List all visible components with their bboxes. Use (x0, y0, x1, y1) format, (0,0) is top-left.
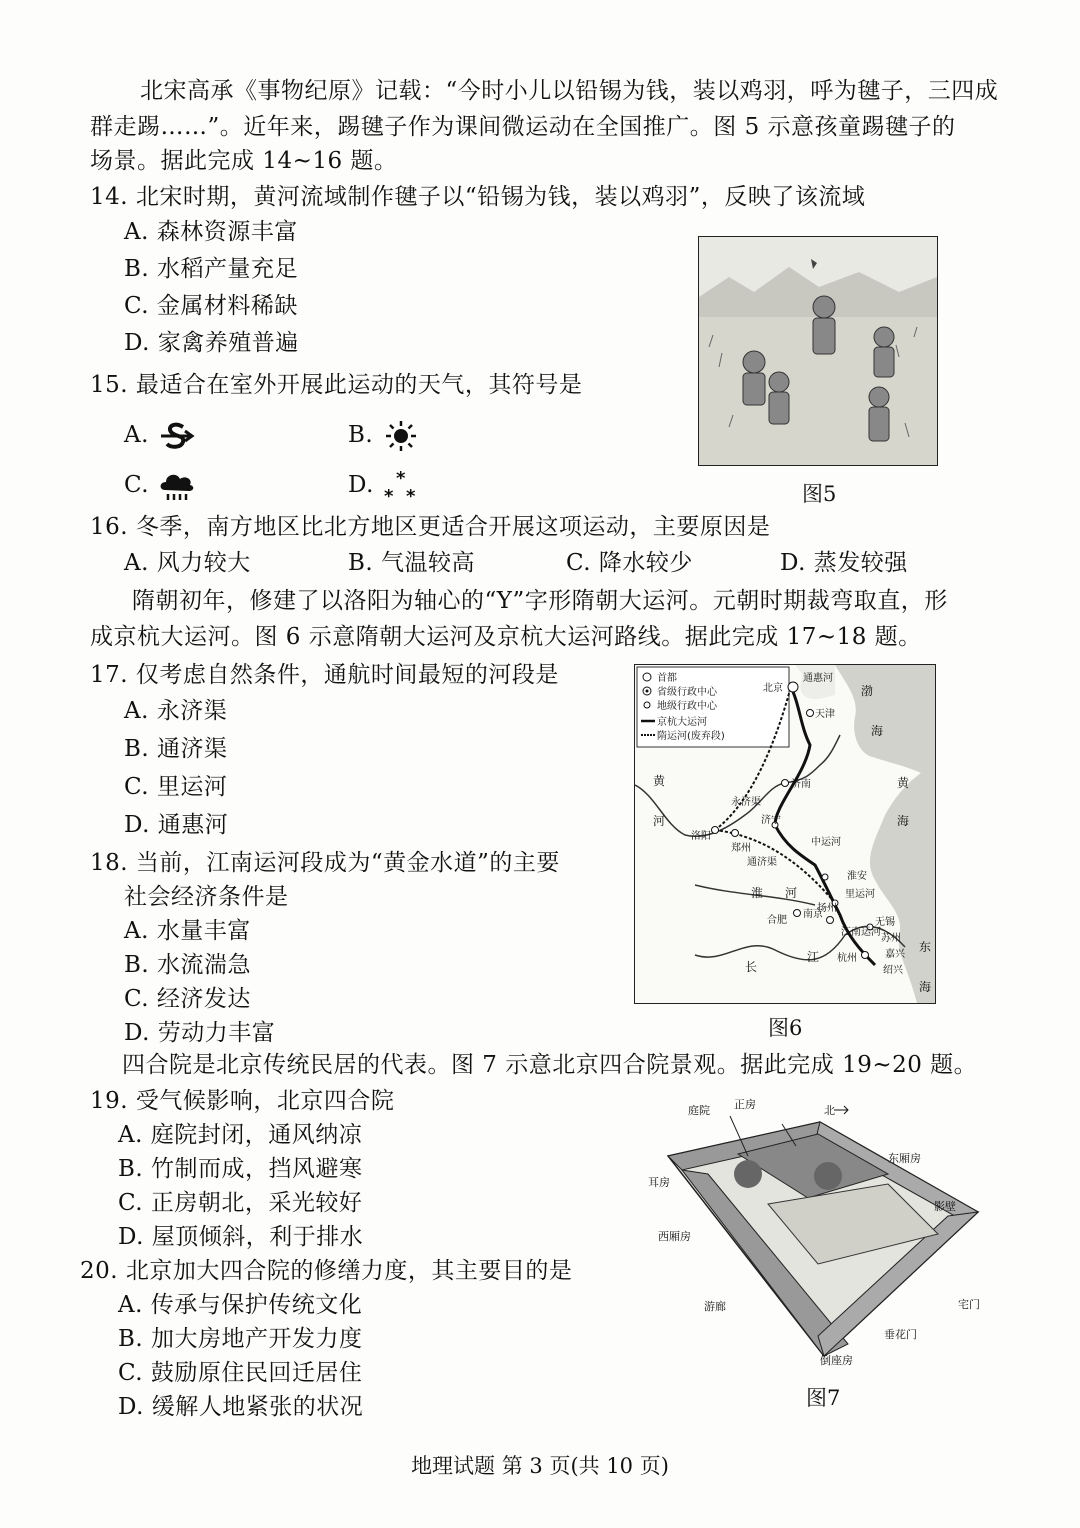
question-15-stem: 15. 最适合在室外开展此运动的天气，其符号是 (90, 372, 583, 398)
q18-option-a: A. 水量丰富 (124, 918, 251, 944)
legend-sui-canal: 隋运河(废弃段) (657, 731, 725, 742)
intro-line-2: 群走踢……”。近年来，踢毽子作为课间微运动在全国推广。图 5 示意孩童踢毽子的 (90, 114, 956, 140)
q16-option-d: D. 蒸发较强 (780, 550, 908, 576)
q14-option-a: A. 森林资源丰富 (124, 219, 298, 245)
svg-text:海: 海 (919, 980, 932, 994)
q17-option-c: C. 里运河 (124, 774, 228, 800)
svg-text:通济渠: 通济渠 (747, 857, 777, 868)
page-footer: 地理试题 第 3 页(共 10 页) (411, 1454, 669, 1478)
label-south-room: 倒座房 (820, 1354, 853, 1367)
figure-6-caption: 图6 (768, 1016, 803, 1040)
q19-option-c: C. 正房朝北，采光较好 (118, 1190, 363, 1216)
label-gate: 宅门 (958, 1298, 980, 1311)
legend-provincial: 省级行政中心 (657, 687, 717, 698)
legend-capital: 首都 (657, 673, 677, 684)
question-18-stem-2: 社会经济条件是 (124, 884, 289, 910)
q14-option-d: D. 家禽养殖普遍 (124, 330, 299, 356)
svg-text:河: 河 (785, 886, 798, 900)
svg-text:黄: 黄 (897, 776, 910, 790)
svg-text:永济渠: 永济渠 (731, 797, 761, 808)
q16-option-b: B. 气温较高 (348, 550, 476, 576)
q16-option-c: C. 降水较少 (566, 550, 693, 576)
svg-text:绍兴: 绍兴 (883, 965, 903, 976)
intro-line-3: 场景。据此完成 14~16 题。 (90, 148, 398, 174)
svg-text:*: * (383, 486, 394, 502)
label-inner-gate: 垂花门 (884, 1328, 917, 1341)
svg-text:海: 海 (871, 724, 884, 738)
figure-6-map (634, 664, 936, 1004)
figure-7-caption: 图7 (806, 1386, 841, 1410)
label-west-wing: 西厢房 (658, 1230, 691, 1243)
q18-option-d: D. 劳动力丰富 (124, 1020, 276, 1046)
q16-option-a: A. 风力较大 (124, 550, 251, 576)
question-20-stem: 20. 北京加大四合院的修缮力度，其主要目的是 (80, 1258, 573, 1284)
svg-text:里运河: 里运河 (845, 889, 875, 900)
intro3-line: 四合院是北京传统民居的代表。图 7 示意北京四合院景观。据此完成 19~20 题。 (122, 1052, 978, 1078)
label-screen-wall: 影壁 (934, 1200, 956, 1213)
svg-text:通惠河: 通惠河 (803, 673, 833, 684)
label-east-wing: 东厢房 (888, 1152, 921, 1165)
svg-text:北京: 北京 (763, 683, 783, 694)
q15-option-a: A. (124, 420, 197, 452)
snow-icon (382, 470, 422, 502)
q14-option-c: C. 金属材料稀缺 (124, 293, 298, 319)
q18-option-c: C. 经济发达 (124, 986, 251, 1012)
q19-option-d: D. 屋顶倾斜，利于排水 (118, 1224, 364, 1250)
q20-option-c: C. 鼓励原住民回迁居住 (118, 1360, 363, 1386)
q19-option-b: B. 竹制而成，挡风避寒 (118, 1156, 363, 1182)
legend-grand-canal: 京杭大运河 (657, 717, 707, 728)
intro2-line-2: 成京杭大运河。图 6 示意隋朝大运河及京杭大运河路线。据此完成 17~18 题。 (90, 624, 922, 650)
legend-prefecture: 地级行政中心 (657, 701, 717, 712)
svg-text:嘉兴: 嘉兴 (885, 949, 905, 960)
label-north: 北 (824, 1104, 835, 1117)
q20-option-d: D. 缓解人地紧张的状况 (118, 1394, 364, 1420)
question-14-stem: 14. 北宋时期，黄河流域制作毽子以“铅锡为钱，装以鸡羽”，反映了该流域 (90, 184, 866, 210)
svg-text:无锡: 无锡 (875, 917, 895, 928)
q17-option-a: A. 永济渠 (124, 698, 228, 724)
svg-text:淮安: 淮安 (847, 871, 867, 882)
svg-text:郑州: 郑州 (731, 843, 751, 854)
svg-text:苏州: 苏州 (881, 933, 901, 944)
figure-5-caption: 图5 (802, 482, 837, 506)
figure-7-siheyuan (648, 1094, 998, 1370)
sandstorm-icon (157, 420, 197, 452)
svg-text:渤: 渤 (861, 684, 874, 698)
figure-5-illustration (698, 236, 938, 466)
svg-text:*: * (405, 486, 416, 502)
svg-text:中运河: 中运河 (811, 837, 841, 848)
svg-text:扬州: 扬州 (817, 903, 837, 914)
svg-text:天津: 天津 (815, 709, 835, 720)
label-courtyard: 庭院 (688, 1104, 710, 1117)
svg-text:洛阳: 洛阳 (691, 831, 711, 842)
svg-text:济宁: 济宁 (761, 815, 781, 826)
svg-text:长: 长 (745, 960, 758, 974)
question-18-stem-1: 18. 当前，江南运河段成为“黄金水道”的主要 (90, 850, 560, 876)
q15-option-c: C. (124, 470, 197, 502)
svg-text:*: * (395, 470, 406, 489)
svg-text:江: 江 (807, 950, 820, 964)
q17-option-d: D. 通惠河 (124, 812, 229, 838)
rain-cloud-icon (157, 470, 197, 502)
q17-option-b: B. 通济渠 (124, 736, 228, 762)
intro-line-1: 北宋高承《事物纪原》记载：“今时小儿以铅锡为钱，装以鸡羽，呼为毽子，三四成 (140, 78, 999, 104)
svg-text:河: 河 (653, 814, 666, 828)
svg-text:济南: 济南 (791, 779, 811, 790)
svg-text:南京: 南京 (803, 909, 823, 920)
svg-text:海: 海 (897, 814, 910, 828)
svg-text:合肥: 合肥 (767, 915, 787, 926)
question-16-stem: 16. 冬季，南方地区比北方地区更适合开展这项运动，主要原因是 (90, 514, 771, 540)
label-side-room: 耳房 (648, 1176, 670, 1189)
svg-text:黄: 黄 (653, 774, 666, 788)
label-corridor: 游廊 (704, 1300, 726, 1313)
question-19-stem: 19. 受气候影响，北京四合院 (90, 1088, 395, 1114)
svg-text:东: 东 (919, 940, 932, 954)
question-17-stem: 17. 仅考虑自然条件，通航时间最短的河段是 (90, 662, 559, 688)
q19-option-a: A. 庭院封闭，通风纳凉 (118, 1122, 363, 1148)
label-main-room: 正房 (734, 1098, 756, 1111)
q14-option-b: B. 水稻产量充足 (124, 256, 299, 282)
q18-option-b: B. 水流湍急 (124, 952, 252, 978)
intro2-line-1: 隋朝初年，修建了以洛阳为轴心的“Y”字形隋朝大运河。元朝时期裁弯取直，形 (132, 588, 948, 614)
q20-option-a: A. 传承与保护传统文化 (118, 1292, 363, 1318)
svg-text:江南运河: 江南运河 (841, 927, 881, 938)
q15-option-b: B. (348, 420, 421, 452)
svg-text:淮: 淮 (751, 886, 764, 900)
sunny-icon (381, 420, 421, 452)
svg-text:杭州: 杭州 (837, 953, 857, 964)
q15-option-d: D. * * * (348, 470, 422, 502)
q20-option-b: B. 加大房地产开发力度 (118, 1326, 363, 1352)
